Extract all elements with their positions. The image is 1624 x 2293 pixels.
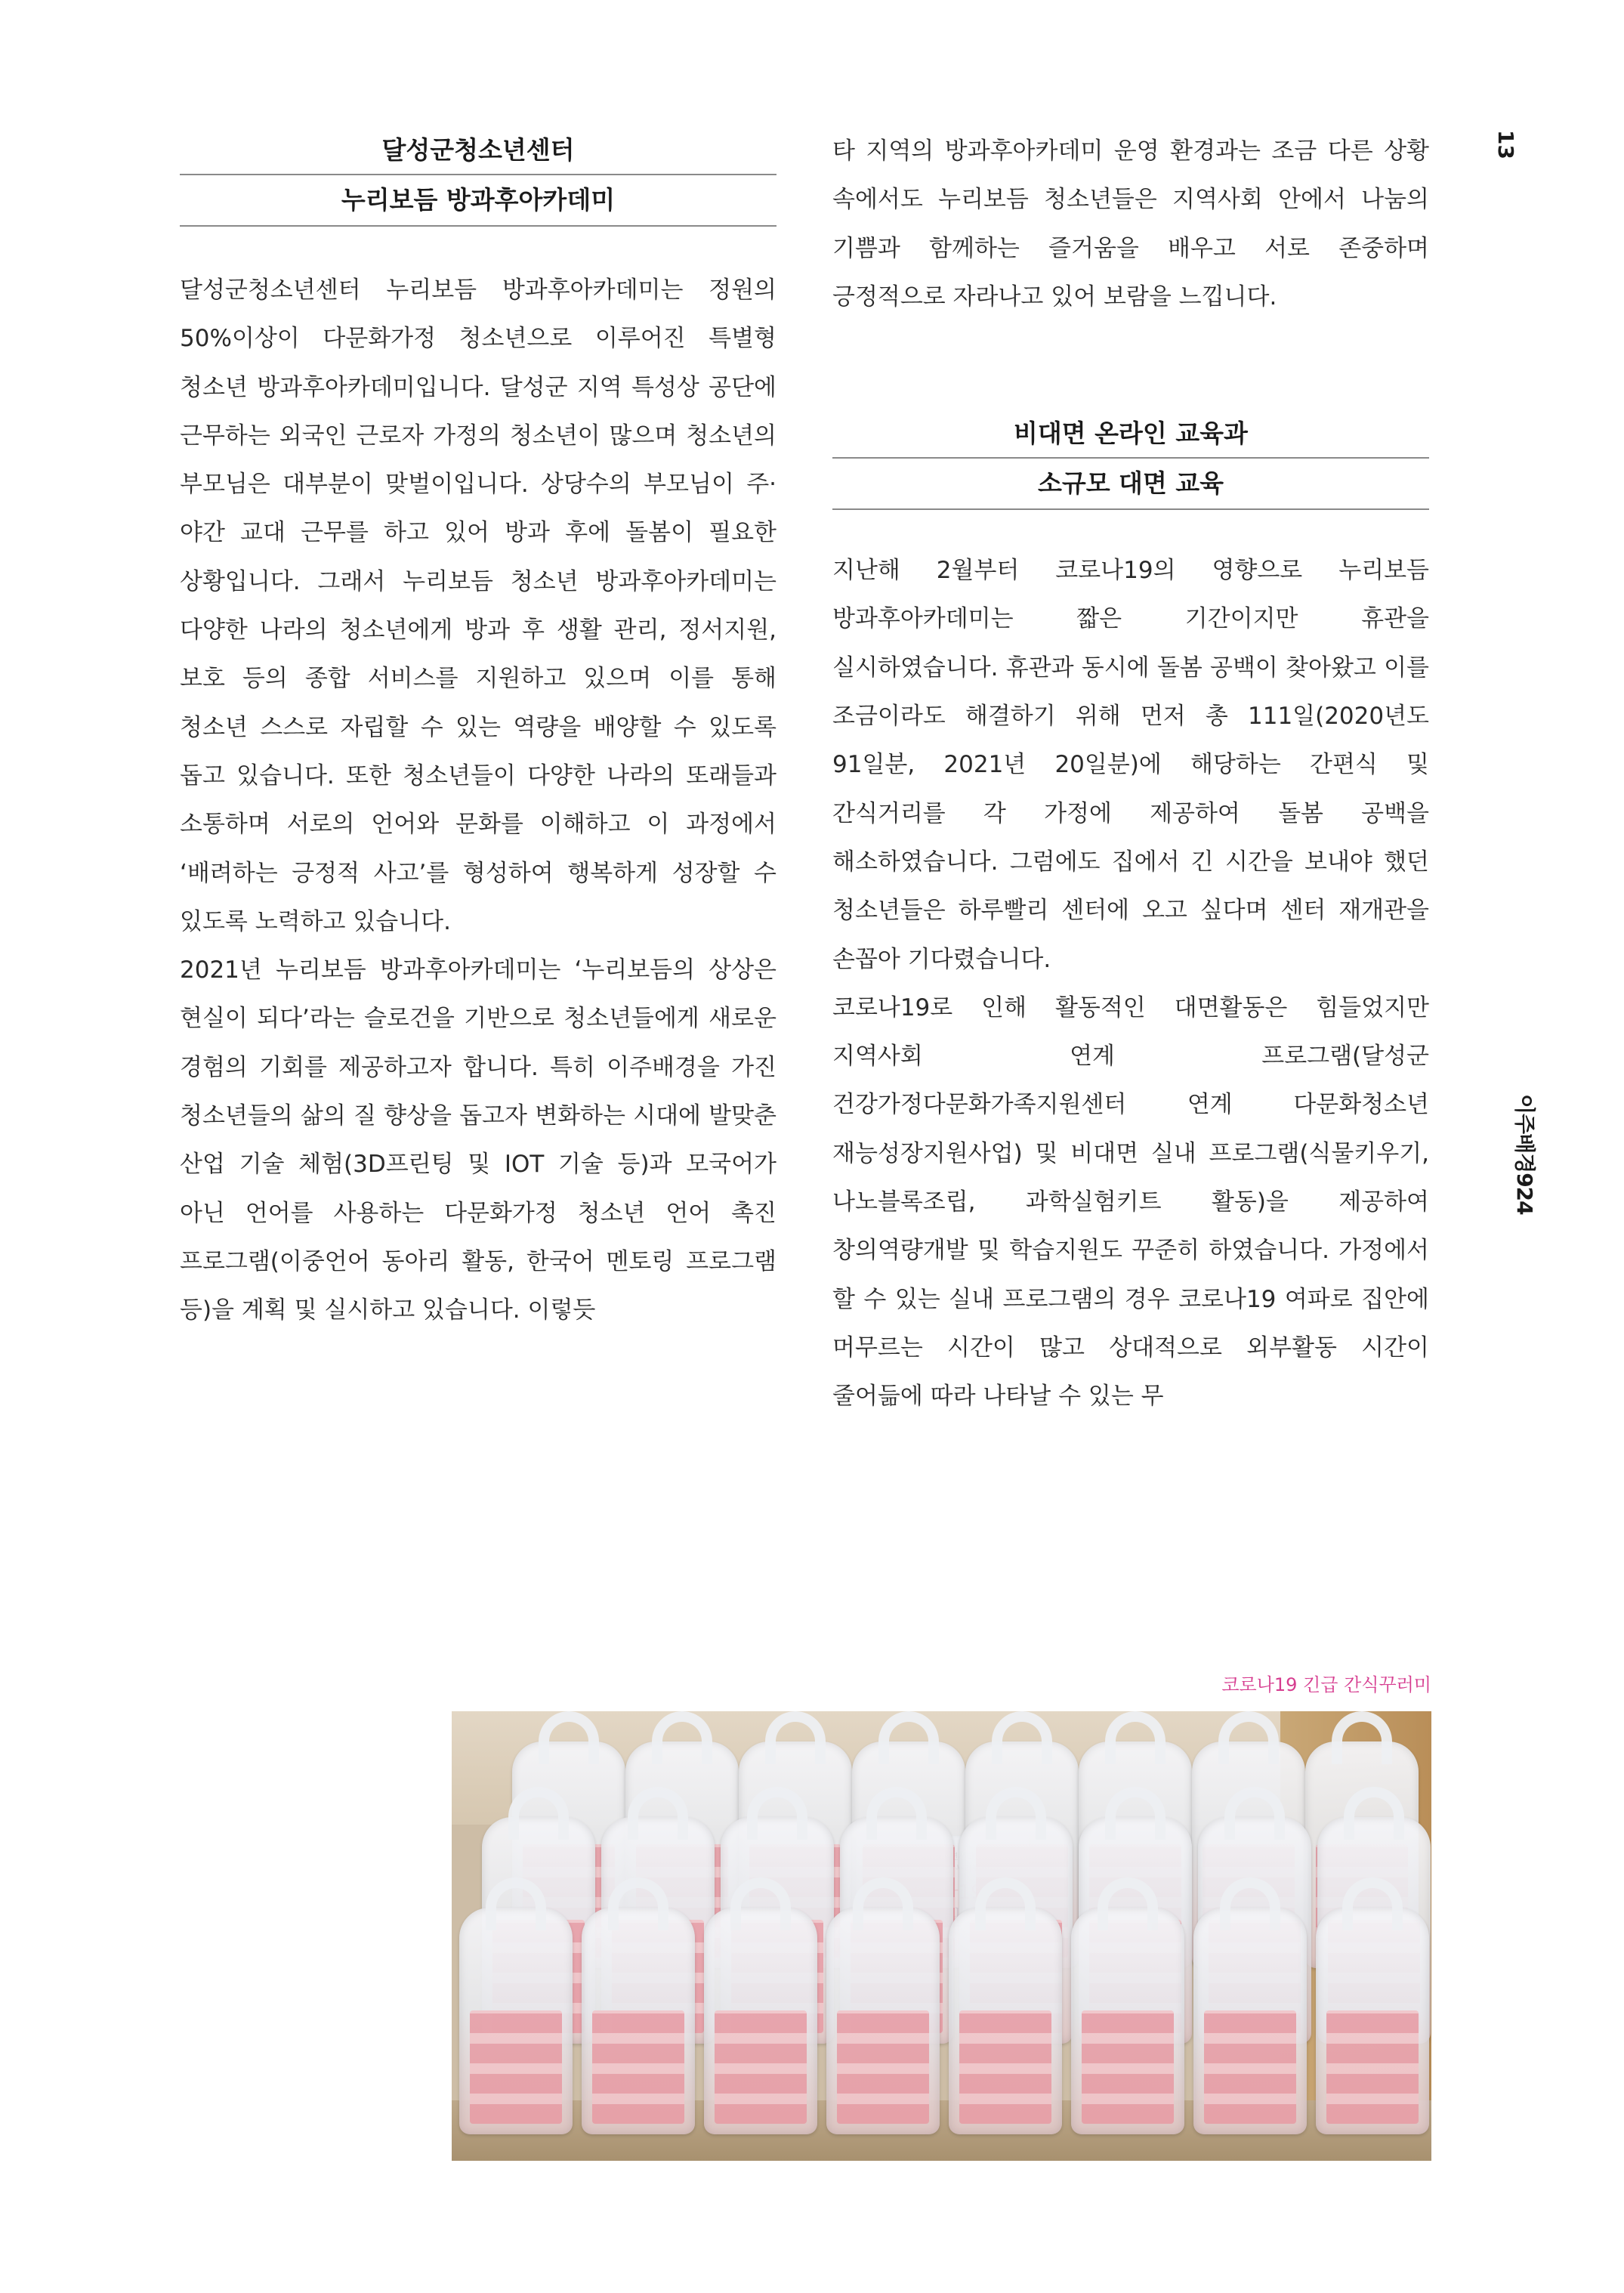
bag-handle: [1105, 1711, 1166, 1764]
section-heading-left: [180, 127, 776, 227]
bag-handle: [652, 1711, 712, 1764]
page-number: 13: [1493, 130, 1518, 159]
figure-caption: 코로나19 긴급 간식꾸러미: [1221, 1674, 1431, 1695]
bag-handle: [1342, 1877, 1403, 1930]
bag-handle: [508, 1787, 569, 1840]
bag-handle: [1105, 1787, 1166, 1840]
left-column: [180, 127, 776, 1335]
heading-line-1: 비대면 온라인 교육과: [832, 410, 1429, 459]
body-paragraph: 달성군청소년센터 누리보듬 방과후아카데미는 정원의 50%이상이 다문화가정 청소년으로 이루어진 특별형 청소년 방과후아카데미입니다. 달성군 지역 특성상 공단에 근무하는 외국인 근로자 가정의 청소년이 많으며 청소년의 부모님은 대부분이 맞벌이입니다. 상당수의 부모님이 주·야간 교대 근무를 하고 있어 방과 후에 돌봄이 필요한 상황입니다. 그래서 누리보듬 청소년 방과후아카데미는 다양한 나라의 청소년에게 방과 후 생활 관리, 정서지원, 보호 등의 종합 서비스를 지원하고 있으며 이를 통해 청소년 스스로 자립할 수 있는 역량을 배양할 수 있도록 돕고 있습니다. 또한 청소년들이 다양한 나라의 또래들과 소통하며 서로의 언어와 문화를 이해하고 이 과정에서 ‘배려하는 긍정적 사고’를 형성하여 행복하게 성장할 수 있도록 노력하고 있습니다.: [180, 277, 776, 935]
heading-line-1: 달성군청소년센터: [180, 127, 776, 175]
bag-handle: [1332, 1711, 1392, 1764]
section-heading-right: [832, 410, 1429, 510]
snack-box: [1204, 2010, 1296, 2124]
bag-handle: [986, 1787, 1046, 1840]
relief-bag: [582, 1908, 695, 2134]
snack-box: [470, 2010, 562, 2124]
relief-bag: [704, 1908, 817, 2134]
bag-handle: [1098, 1877, 1158, 1930]
bag-handle: [975, 1877, 1036, 1930]
relief-bag: [826, 1908, 940, 2134]
body-paragraph: 코로나19로 인해 활동적인 대면활동은 힘들었지만 지역사회 연계 프로그램(달성군 건강가정다문화가족지원센터 연계 다문화청소년 재능성장지원사업) 및 비대면 실내 프로그램(식물키우기, 나노블록조립, 과학실험키트 활동)을 제공하여 창의역량개발 및 학습지원도 꾸준히 하였습니다. 가정에서 할 수 있는 실내 프로그램의 경우 코로나19 여파로 집안에 머무르는 시간이 많고 상대적으로 외부활동 시간이 줄어듦에 따라 나타날 수 있는 무: [832, 994, 1429, 1411]
bag-handle: [1218, 1711, 1279, 1764]
snack-box: [715, 2010, 807, 2124]
body-paragraph: 2021년 누리보듬 방과후아카데미는 ‘누리보듬의 상상은 현실이 되다’라는 슬로건을 기반으로 청소년들에게 새로운 경험의 기회를 제공하고자 합니다. 특히 이주배경을 가진 청소년들의 삶의 질 향상을 돕고자 변화하는 시대에 발맞춘 산업 기술 체험(3D프린팅 및 IOT 기술 등)과 모국어가 아닌 언어를 사용하는 다문화가정 청소년 언어 촉진 프로그램(이중언어 동아리 활동, 한국어 멘토링 프로그램 등)을 계획 및 실시하고 있습니다. 이렇듯: [180, 956, 776, 1324]
bag-handle: [1220, 1877, 1280, 1930]
snack-box: [592, 2010, 684, 2124]
snack-box: [1326, 2010, 1419, 2124]
running-title: 이주배경924: [1512, 1094, 1537, 1215]
body-paragraph-continued: 타 지역의 방과후아카데미 운영 환경과는 조금 다른 상황 속에서도 누리보듬 청소년들은 지역사회 안에서 나눔의 기쁨과 함께하는 즐거움을 배우고 서로 존중하며 긍정적으로 자라나고 있어 보람을 느낍니다.: [832, 138, 1429, 311]
relief-bag: [1316, 1908, 1429, 2134]
snack-box: [837, 2010, 929, 2124]
bag-handle: [628, 1787, 688, 1840]
relief-bag: [1071, 1908, 1184, 2134]
bag-handle: [486, 1877, 546, 1930]
bag-handle: [730, 1877, 791, 1930]
relief-bags-photo: [452, 1711, 1431, 2161]
bag-handle: [1344, 1787, 1404, 1840]
right-column: [832, 127, 1429, 1421]
snack-box: [959, 2010, 1051, 2124]
body-paragraph: 지난해 2월부터 코로나19의 영향으로 누리보듬 방과후아카데미는 짧은 기간이지만 휴관을 실시하였습니다. 휴관과 동시에 돌봄 공백이 찾아왔고 이를 조금이라도 해결하기 위해 먼저 총 111일(2020년도 91일분, 2021년 20일분)에 해당하는 간편식 및 간식거리를 각 가정에 제공하여 돌봄 공백을 해소하였습니다. 그럼에도 집에서 긴 시간을 보내야 했던 청소년들은 하루빨리 센터에 오고 싶다며 센터 재개관을 손꼽아 기다렸습니다.: [832, 557, 1429, 973]
bag-handle: [608, 1877, 668, 1930]
heading-line-2: 누리보듬 방과후아카데미: [180, 175, 776, 227]
heading-line-2: 소규모 대면 교육: [832, 459, 1429, 510]
bag-handle: [539, 1711, 599, 1764]
bag-handle: [853, 1877, 913, 1930]
bag-handle: [1224, 1787, 1285, 1840]
bag-handle: [992, 1711, 1052, 1764]
snack-box: [1082, 2010, 1174, 2124]
bag-handle: [747, 1787, 807, 1840]
relief-bag: [949, 1908, 1062, 2134]
left-body: [180, 266, 776, 1335]
bag-handle: [765, 1711, 826, 1764]
bag-handle: [866, 1787, 927, 1840]
relief-bag: [1193, 1908, 1307, 2134]
right-body: [832, 546, 1429, 1420]
relief-bag: [459, 1908, 573, 2134]
bag-handle: [878, 1711, 939, 1764]
